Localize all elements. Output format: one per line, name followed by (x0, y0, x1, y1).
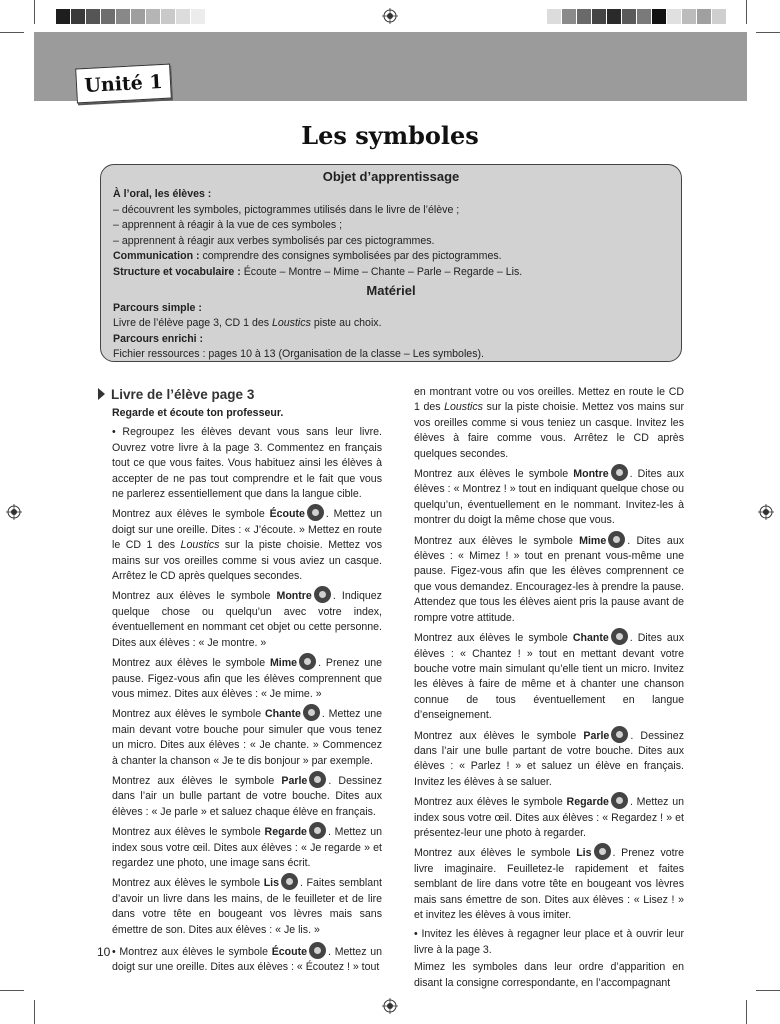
symbol-name: Montre (573, 468, 609, 481)
text: . Dites aux élèves : « Mimez ! » tout en prenant vous-même une pause. Figez-vous afin que les élèves comprennent ce que vous demandez. Encouragez-les à prendre la pause. Attendez que tous les élèves aient pris la pause avant de rompre votre attitude. (414, 534, 685, 624)
paragraph: • Regroupez les élèves devant vous sans leur livre. Ouvrez votre livre à la page 3. Commentez en français tout ce que vous faites. Vous habituez ainsi les élèves à accepter de ne pas tout comprendre et le fait que vous ne parlerez essentiellement que dans la langue cible. (112, 426, 382, 501)
text: Montrez aux élèves le symbole (112, 508, 270, 521)
color-swatch (607, 9, 622, 24)
parle-icon (611, 726, 628, 743)
text: . Mettez un index sous votre œil. Dites aux élèves : « Regardez ! » et présentez-leur une photo à regarder. (414, 796, 685, 839)
paragraph: Mimez les symboles dans leur ordre d’apparition en disant la consigne correspondante, en l’accompagnant (414, 961, 684, 989)
text: Montrez aux élèves le symbole (112, 774, 282, 787)
text: Montrez aux élèves le symbole (112, 657, 270, 670)
mime-icon (299, 653, 316, 670)
color-calibration-bar-left (56, 9, 221, 24)
crop-mark (0, 990, 24, 991)
paragraph (414, 792, 684, 841)
symbol-name: Montre (276, 590, 312, 603)
page-number: 10 (97, 945, 111, 959)
paragraph (112, 586, 382, 651)
text: . Mettez un index sous votre œil. Dites aux élèves : « Je regarde » et regardez une photo, une image sans écrit. (112, 826, 383, 869)
text: • Montrez aux élèves le symbole (112, 946, 272, 958)
text: . Dessinez dans l’air un bulle partant de votre bouche. Dites aux élèves : « Je parle » et saluez chaque élève en français. (112, 774, 382, 818)
symbol-name: Lis (576, 847, 592, 860)
paragraph (112, 653, 382, 702)
color-swatch (592, 9, 607, 24)
simple-text-post: piste au choix. (310, 317, 382, 330)
loustics-title: Loustics (272, 317, 311, 330)
communication-text: comprendre des consignes symbolisées par des pictogrammes. (199, 250, 502, 263)
text: en montrant votre ou vos oreilles. Mettez en route le CD 1 des (414, 386, 684, 414)
color-swatch (191, 9, 206, 24)
text: . Indiquez quelque chose ou quelqu’un avec votre index, éventuellement en nommant cet objet ou cette personne. Dites aux élèves : « Je montre. » (112, 590, 382, 649)
symbol-name: Écoute (269, 508, 305, 521)
text: sur la piste choisie. Mettez vos mains sur vos oreilles comme si vous aviez un casque. Arrêtez le CD après quelques secondes. (112, 539, 382, 583)
crop-mark (34, 1000, 35, 1024)
color-swatch (562, 9, 577, 24)
paragraph (414, 843, 684, 923)
paragraph (112, 504, 382, 584)
heading-spacer (112, 385, 382, 402)
objectives-title: Objet d’apprentissage (322, 169, 460, 184)
text: Montrez aux élèves le symbole (112, 590, 277, 603)
oral-intro: À l’oral, les élèves : (113, 188, 212, 200)
objective-item: – apprennent à réagir à la vue de ces symboles ; (113, 219, 343, 232)
color-swatch (131, 9, 146, 24)
lis-icon (281, 873, 298, 890)
text: . Mettez un doigt sur une oreille. Dites aux élèves : « Écoutez ! » tout (112, 946, 382, 974)
symbol-name: Écoute (271, 946, 308, 958)
parle-icon (309, 771, 326, 788)
color-swatch (161, 9, 176, 24)
color-calibration-bar-right (547, 9, 727, 24)
paragraph (414, 464, 684, 529)
symbol-name: Parle (583, 729, 610, 742)
color-swatch (622, 9, 637, 24)
crop-mark (746, 0, 747, 24)
paragraph (112, 771, 382, 820)
objective-item: – découvrent les symboles, pictogrammes utilisés dans le livre de l’élève ; (113, 203, 460, 216)
paragraph (414, 385, 684, 462)
color-swatch (116, 9, 131, 24)
crop-mark (756, 32, 780, 33)
text: Montrez aux élèves le symbole (414, 534, 580, 547)
paragraph (112, 873, 382, 938)
page-title: Les symboles (301, 121, 479, 150)
right-column (414, 385, 684, 993)
paragraph (414, 531, 684, 626)
montre-icon (611, 464, 628, 481)
symbol-name: Mime (269, 657, 298, 670)
color-swatch (712, 9, 727, 24)
symbol-name: Parle (281, 774, 308, 787)
simple-text-pre: Livre de l’élève page 3, CD 1 des (113, 317, 272, 330)
structure-text: Écoute – Montre – Mime – Chante – Parle – Regarde – Lis. (240, 265, 523, 278)
text: Montrez aux élèves le symbole (414, 796, 567, 809)
mime-icon (608, 531, 625, 548)
enrichi-label: Parcours enrichi : (113, 332, 204, 345)
color-swatch (146, 9, 161, 24)
paragraph (112, 822, 382, 871)
text: Montrez aux élèves le symbole (112, 877, 264, 890)
triangle-bullet-icon (98, 388, 105, 400)
color-swatch (71, 9, 86, 24)
color-swatch (56, 9, 71, 24)
text: Montrez aux élèves le symbole (414, 632, 573, 645)
color-swatch (697, 9, 712, 24)
text: Montrez aux élèves le symbole (112, 826, 265, 839)
paragraph (112, 704, 382, 769)
registration-mark-icon (382, 998, 398, 1014)
objective-item: – apprennent à réagir aux verbes symbolisés par ces pictogrammes. (113, 234, 435, 247)
text: Montrez aux élèves le symbole (112, 708, 265, 721)
subheading: Regarde et écoute ton professeur. (112, 407, 284, 419)
text: . Dites aux élèves : « Chantez ! » tout en mettant devant votre bouche votre main simulant qu’elle tient un micro. Invitez les élèves à faire de même et à chanter une chanson connue de tous éventuellement en langue d’enseignement. (414, 632, 684, 722)
symbol-name: Regarde (566, 796, 609, 809)
text: . Prenez une pause. Figez-vous afin que les élèves comprennent que vous mimez. Dites aux élèves : « Je mime. » (112, 657, 382, 700)
color-swatch (101, 9, 116, 24)
paragraph (414, 726, 684, 791)
text: sur la piste choisie. Mettez vos mains sur vos oreilles comme si vous teniez un casque. Invitez les élèves à faire comme vous. Arrêtez le CD après quelques secondes. (414, 401, 685, 460)
objectives-box (100, 164, 682, 362)
structure-line (113, 265, 681, 281)
crop-mark (746, 1000, 747, 1024)
text: Montrez aux élèves le symbole (414, 468, 574, 481)
text: Montrez aux élèves le symbole (414, 847, 577, 860)
color-swatch (547, 9, 562, 24)
text: . Prenez votre livre imaginaire. Feuilletez-le rapidement et faites semblant de lire dans votre tête en bougeant vos lèvres mais sans émettre de son. Dites aux élèves : « Lisez ! » et invitez les élèves à vous imiter. (414, 847, 684, 921)
simple-label: Parcours simple : (113, 301, 202, 314)
text: . Faites semblant d’avoir un livre dans les mains, de le feuilleter et de lire dans votre tête en bougeant vos lèvres mais sans émettre de son. Dites aux élèves : « Je lis. » (112, 877, 382, 936)
unit-label: Unité 1 (75, 64, 172, 104)
section-heading-text: Livre de l’élève page 3 (111, 387, 255, 402)
color-swatch (176, 9, 191, 24)
registration-mark-icon (382, 8, 398, 24)
text: Montrez aux élèves le symbole (414, 729, 584, 742)
crop-mark (34, 0, 35, 24)
paragraph (112, 942, 382, 976)
symbol-name: Chante (572, 632, 609, 645)
symbol-name: Lis (263, 877, 279, 890)
symbol-name: Regarde (264, 826, 307, 839)
lis-icon (594, 843, 611, 860)
communication-line (113, 249, 681, 265)
color-swatch (86, 9, 101, 24)
symbol-name: Chante (264, 708, 301, 721)
ecoute-icon (307, 504, 324, 521)
color-swatch (577, 9, 592, 24)
ecoute-icon (309, 942, 326, 959)
regarde-icon (611, 792, 628, 809)
crop-mark (756, 990, 780, 991)
color-swatch (652, 9, 667, 24)
chante-icon (611, 628, 628, 645)
registration-mark-icon (758, 504, 774, 520)
chante-icon (303, 704, 320, 721)
color-swatch (206, 9, 221, 24)
simple-text (113, 316, 681, 332)
paragraph (414, 628, 684, 723)
communication-label: Communication : (113, 250, 200, 263)
montre-icon (314, 586, 331, 603)
symbol-name: Mime (579, 534, 607, 547)
materiel-title: Matériel (366, 282, 416, 298)
registration-mark-icon (6, 504, 22, 520)
left-column (112, 385, 382, 978)
color-swatch (682, 9, 697, 24)
text: . Mettez un doigt sur une oreille. Dites : « J’écoute. » Mettez en route le CD 1 des (112, 508, 382, 552)
structure-label: Structure et vocabulaire : (113, 265, 241, 278)
loustics-title: Loustics (444, 401, 483, 414)
text: . Dites aux élèves : « Montrez ! » tout en indiquant quelque chose ou quelqu’un, éventuellement en le nommant. Invitez-les à montrer du doigt la même chose que vous. (414, 468, 684, 527)
text: . Mettez une main devant votre bouche pour simuler que vous tenez un micro. Dites aux élèves : « Je chante. » Commencez à chanter la chanson « Je te dis bonjour » par exemple. (112, 708, 383, 767)
loustics-title: Loustics (180, 539, 220, 552)
color-swatch (637, 9, 652, 24)
regarde-icon (309, 822, 326, 839)
paragraph: • Invitez les élèves à regagner leur place et à ouvrir leur livre à la page 3. (414, 928, 684, 956)
enrichi-text: Fichier ressources : pages 10 à 13 (Organisation de la classe – Les symboles). (113, 348, 484, 361)
text: . Dessinez dans l’air une bulle partant de votre bouche. Dites aux élèves : « Parlez ! » et saluez un élève en français. Invitez les élèves à se saluer. (414, 729, 684, 788)
color-swatch (667, 9, 682, 24)
crop-mark (0, 32, 24, 33)
